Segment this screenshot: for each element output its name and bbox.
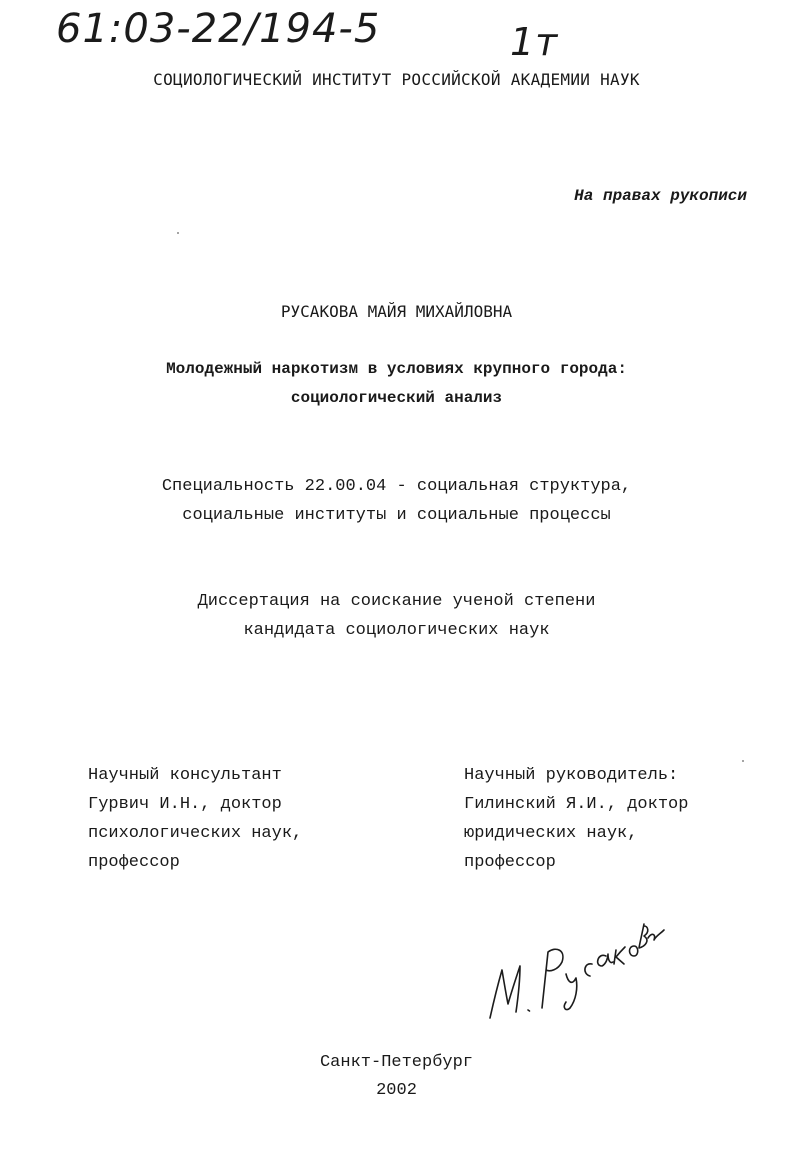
degree-line2: кандидата социологических наук: [243, 621, 550, 640]
year: 2002: [376, 1081, 417, 1100]
supervisor-rank: профессор: [464, 853, 556, 872]
supervisor-role: Научный руководитель:: [464, 766, 679, 785]
supervisor-block: [464, 761, 688, 877]
consultant-block: [88, 761, 302, 877]
archive-code: 61:03-22/194-5: [56, 6, 381, 52]
scan-speck: [742, 760, 744, 762]
copy-mark: 1т: [510, 20, 559, 64]
consultant-role: Научный консультант: [88, 766, 282, 785]
specialty-line2: социальные институты и социальные процессы: [182, 506, 611, 525]
consultant-field: психологических наук,: [88, 824, 303, 843]
scan-speck: [177, 232, 179, 234]
signature-drawing: [486, 912, 666, 1027]
consultant-name: Гурвич И.Н., доктор: [88, 795, 282, 814]
institution-name: СОЦИОЛОГИЧЕСКИЙ ИНСТИТУТ РОССИЙСКОЙ АКАДЕМИИ НАУК: [153, 70, 640, 89]
city: Санкт-Петербург: [319, 1053, 474, 1072]
degree-line1: Диссертация на соискание ученой степени: [197, 592, 596, 611]
rights-note: На правах рукописи: [574, 187, 747, 205]
supervisor-field: юридических наук,: [464, 824, 638, 843]
supervisor-name: Гилинский Я.И., доктор: [464, 795, 689, 814]
author-signature: [486, 912, 666, 1032]
author-name: РУСАКОВА МАЙЯ МИХАЙЛОВНА: [280, 302, 513, 321]
thesis-title-line2: социологический анализ: [290, 389, 503, 407]
thesis-title-line1: Молодежный наркотизм в условиях крупного города:: [166, 360, 627, 378]
specialty-line1: Специальность 22.00.04 - социальная структура,: [161, 477, 632, 496]
consultant-rank: профессор: [88, 853, 180, 872]
